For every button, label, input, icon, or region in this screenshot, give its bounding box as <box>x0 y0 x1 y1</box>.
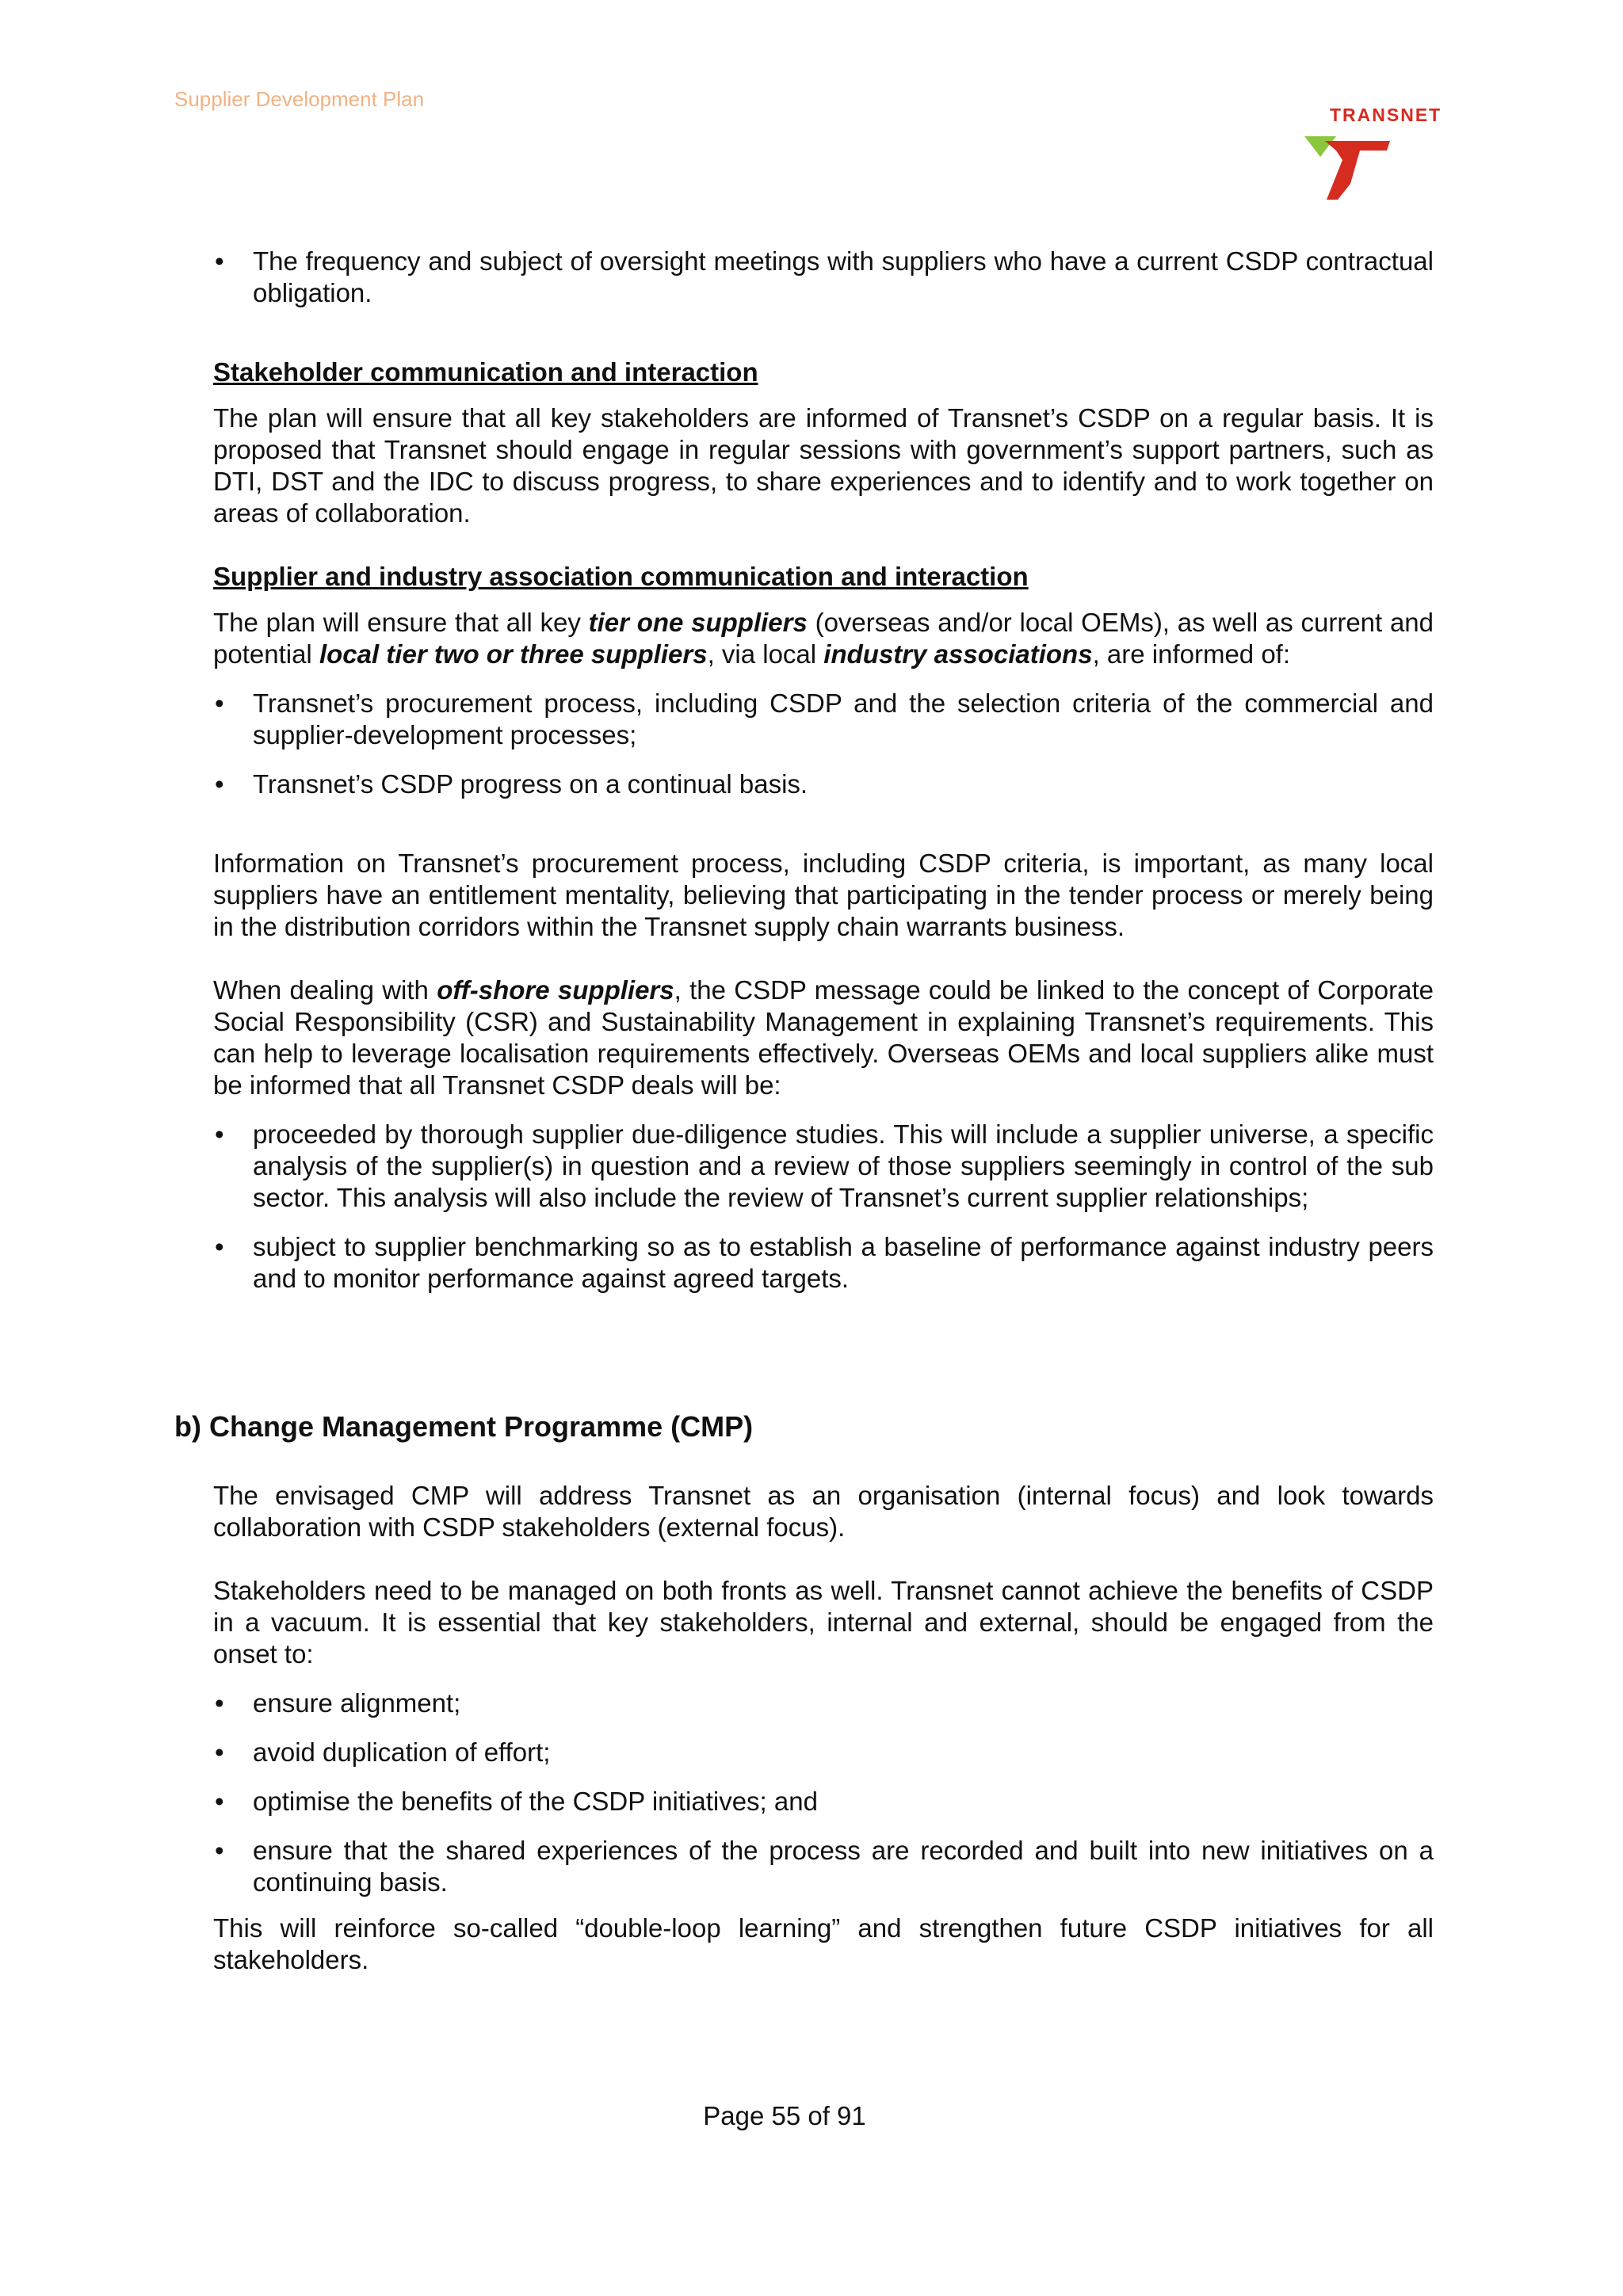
bullet-text: Transnet’s procurement process, including CSDP and the selection criteria of the commercial and supplier-development processes; <box>253 688 1434 749</box>
list-item <box>213 1737 1434 1768</box>
text-run: (overseas and/or local OEMs), as well as current and potential <box>213 608 1434 669</box>
paragraph: Information on Transnet’s procurement process, including CSDP criteria, is important, as many local suppliers have an entitlement mentality, believing that participating in the tender process or merely being in the distribution corridors within the Transnet supply chain warrants business. <box>213 849 1434 941</box>
list-item <box>213 246 1434 309</box>
logo-wordmark: TRANSNET <box>1330 105 1442 125</box>
transnet-logo <box>1298 101 1442 203</box>
section-subheading: Stakeholder communication and interaction <box>213 357 758 387</box>
bullet-text: ensure that the shared experiences of the process are recorded and built into new initiatives on a continuing basis. <box>253 1836 1434 1897</box>
text-run: The plan will ensure that all key <box>213 608 589 637</box>
paragraph: Stakeholders need to be managed on both fronts as well. Transnet cannot achieve the benefits of CSDP in a vacuum. It is essential that key stakeholders, internal and external, should be engaged from the onset to: <box>213 1576 1434 1669</box>
cmp-body <box>213 1480 1434 1976</box>
bullet-text: The frequency and subject of oversight meetings with suppliers who have a current CSDP contractual obligation. <box>253 246 1434 307</box>
bullet-text: ensure alignment; <box>253 1688 461 1718</box>
logo-red-mark <box>1325 141 1390 200</box>
text-run: , are informed of: <box>1092 639 1291 669</box>
list-item <box>213 1786 1434 1817</box>
bullet-dot: • <box>215 1836 224 1865</box>
emphasis-text: tier one suppliers <box>588 608 808 637</box>
logo-emblem-icon <box>1304 136 1393 201</box>
bullet-dot: • <box>215 1232 224 1261</box>
logo-green-triangle <box>1304 136 1336 157</box>
paragraph <box>213 607 1434 670</box>
header-title: Supplier Development Plan <box>174 87 425 111</box>
text-run: When dealing with <box>213 975 437 1005</box>
bullet-text: optimise the benefits of the CSDP initiatives; and <box>253 1787 818 1816</box>
list-item <box>213 769 1434 800</box>
list-item <box>213 1119 1434 1214</box>
paragraph: The plan will ensure that all key stakeholders are informed of Transnet’s CSDP on a regular basis. It is proposed that Transnet should engage in regular sessions with government’s support partners, such as DTI, DST and the IDC to discuss progress, to share experiences and to identify and to work together on areas of collaboration. <box>213 403 1434 528</box>
paragraph: The envisaged CMP will address Transnet as an organisation (internal focus) and look towards collaboration with CSDP stakeholders (external focus). <box>213 1481 1434 1542</box>
emphasis-text: local tier two or three suppliers <box>319 639 708 669</box>
page-number: Page 55 of 91 <box>703 2101 866 2130</box>
bullet-dot: • <box>215 1119 224 1149</box>
list-item <box>213 1835 1434 1898</box>
bullet-dot: • <box>215 1688 224 1718</box>
bullet-dot: • <box>215 1787 224 1816</box>
list-item <box>213 1231 1434 1295</box>
paragraph: This will reinforce so-called “double-loop learning” and strengthen future CSDP initiatives for all stakeholders. <box>213 1913 1434 1974</box>
emphasis-text: industry associations <box>823 639 1093 669</box>
section-heading: b) Change Management Programme (CMP) <box>174 1410 754 1443</box>
bullet-dot: • <box>215 1737 224 1767</box>
bullet-dot: • <box>215 769 224 799</box>
paragraph <box>213 974 1434 1101</box>
bullet-text: subject to supplier benchmarking so as to establish a baseline of performance against industry peers and to monitor performance against agreed targets. <box>253 1232 1434 1293</box>
section-subheading: Supplier and industry association communication and interaction <box>213 562 1029 591</box>
bullet-text: avoid duplication of effort; <box>253 1737 551 1767</box>
bullet-dot: • <box>215 688 224 718</box>
text-run: , the CSDP message could be linked to the concept of Corporate Social Responsibility (CSR) and Sustainability Management in explaining Transnet’s requirements. This can help to leverage localisation requirements effectively. Overseas OEMs and local suppliers alike must be informed that all Transnet CSDP deals will be: <box>213 975 1434 1100</box>
text-run: , via local <box>707 639 824 669</box>
document-body <box>213 246 1434 1295</box>
emphasis-text: off-shore suppliers <box>437 975 674 1005</box>
list-item <box>213 1688 1434 1719</box>
bullet-text: Transnet’s CSDP progress on a continual basis. <box>253 769 808 799</box>
bullet-dot: • <box>215 246 224 276</box>
list-item <box>213 688 1434 751</box>
bullet-text: proceeded by thorough supplier due-diligence studies. This will include a supplier universe, a specific analysis of the supplier(s) in question and a review of those suppliers seemingly in control of the sub sector. This analysis will also include the review of Transnet’s current supplier relationships; <box>253 1119 1434 1212</box>
